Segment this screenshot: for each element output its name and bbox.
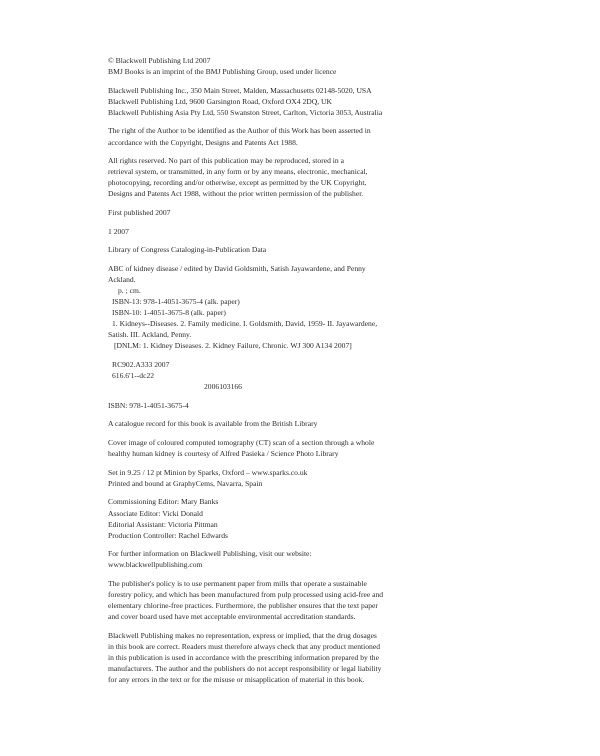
text-line: elementary chlorine-free practices. Furthermore, the publisher ensures that the text paper — [108, 601, 378, 611]
isbn-line: ISBN: 978-1-4051-3675-4 — [108, 400, 189, 410]
cip-heading: Library of Congress Cataloging-in-Publication Data — [108, 245, 267, 255]
cover-image-credit — [108, 437, 498, 459]
address-usa: Blackwell Publishing Inc., 350 Main Street, Malden, Massachusetts 02148-5020, USA — [108, 85, 372, 95]
rights-reserved-block — [108, 155, 498, 199]
text-line: in this book are correct. Readers must therefore always check that any product mentioned — [108, 641, 381, 651]
copyright-block — [108, 55, 498, 77]
disclaimer-block — [108, 630, 498, 685]
text-line: in this publication is used in accordance with the prescribing information prepared by the — [108, 653, 379, 663]
imprint-text — [108, 55, 498, 693]
text-line: The right of the Author to be identified as the Author of this Work has been asserted in — [108, 126, 371, 136]
text-line: retrieval system, or transmitted, in any form or by any means, electronic, mechanical, — [108, 167, 368, 177]
cip-subjects-line: Satish. III. Ackland, Penny. — [108, 330, 192, 340]
copyright-line: © Blackwell Publishing Ltd 2007 — [108, 56, 211, 65]
credit-line: Production Controller: Rachel Edwards — [108, 530, 228, 540]
typeset-line: Set in 9.25 / 12 pt Minion by Sparks, Oxford – www.sparks.co.uk — [108, 467, 308, 477]
text-line: All rights reserved. No part of this publication may be reproduced, stored in a — [108, 156, 344, 166]
author-rights-block — [108, 125, 498, 147]
text-line: healthy human kidney is courtesy of Alfred Pasieka / Science Photo Library — [108, 449, 339, 459]
address-uk: Blackwell Publishing Ltd, 9600 Garsington Road, Oxford OX4 2DQ, UK — [108, 96, 332, 106]
printed-line: Printed and bound at GraphyCems, Navarra, Spain — [108, 478, 263, 488]
text-line: Blackwell Publishing makes no representation, express or implied, that the drug dosages — [108, 630, 377, 640]
catalogue-record: A catalogue record for this book is available from the British Library — [108, 419, 318, 429]
text-line: For further information on Blackwell Publishing, visit our website: — [108, 549, 312, 559]
cip-classification — [108, 359, 498, 392]
text-line: forestry policy, and which has been manufactured from pulp processed using acid-free and — [108, 590, 384, 600]
cip-lc-class: RC902.A333 2007 — [112, 360, 170, 370]
cip-physical: p. ; cm. — [118, 286, 141, 295]
typesetting-block — [108, 467, 498, 489]
cip-lccn: 2006103166 — [204, 382, 242, 392]
cip-isbn13: ISBN-13: 978-1-4051-3675-4 (alk. paper) — [112, 297, 240, 307]
credit-line: Editorial Assistant: Victoria Pittman — [108, 519, 218, 529]
cip-isbn10: ISBN-10: 1-4051-3675-8 (alk. paper) — [112, 308, 226, 318]
text-line: accordance with the Copyright, Designs and Patents Act 1988. — [108, 137, 298, 147]
paper-policy-block — [108, 578, 498, 622]
text-line: Cover image of coloured computed tomography (CT) scan of a section through a whole — [108, 438, 375, 448]
cip-subjects-line: 1. Kidneys--Diseases. 2. Family medicine. I. Goldsmith, David, 1959- II. Jayawardene, — [112, 319, 378, 329]
credits-block — [108, 496, 498, 540]
cip-dewey: 616.6'1--dc22 — [112, 371, 155, 381]
cip-dnlm: [DNLM: 1. Kidney Diseases. 2. Kidney Failure, Chronic. WJ 300 A134 2007] — [114, 341, 352, 351]
address-australia: Blackwell Publishing Asia Pty Ltd, 550 Swanston Street, Carlton, Victoria 3053, Australia — [108, 107, 383, 117]
text-line: The publisher's policy is to use permanent paper from mills that operate a sustainable — [108, 578, 367, 588]
text-line: for any errors in the text or for the misuse or misapplication of material in this book. — [108, 675, 365, 685]
addresses-block — [108, 85, 498, 118]
imprint-line: BMJ Books is an imprint of the BMJ Publishing Group, used under licence — [108, 67, 337, 77]
website-block — [108, 548, 498, 570]
text-line: and cover board used have met acceptable environmental accreditation standards. — [108, 612, 356, 622]
text-line: photocopying, recording and/or otherwise, except as permitted by the UK Copyright, — [108, 178, 367, 188]
impression-line: 1 2007 — [108, 226, 129, 236]
website-url: www.blackwellpublishing.com — [108, 560, 203, 570]
credit-line: Associate Editor: Vicki Donald — [108, 508, 203, 518]
cip-title-line: Ackland. — [108, 274, 136, 284]
credit-line: Commissioning Editor: Mary Banks — [108, 497, 219, 507]
first-published: First published 2007 — [108, 208, 171, 218]
text-line: manufacturers. The author and the publishers do not accept responsibility or legal liability — [108, 664, 382, 674]
text-line: Designs and Patents Act 1988, without the prior written permission of the publisher. — [108, 189, 364, 199]
cip-title-line: ABC of kidney disease / edited by David Goldsmith, Satish Jayawardene, and Penny — [108, 263, 366, 273]
cip-record — [108, 263, 498, 352]
